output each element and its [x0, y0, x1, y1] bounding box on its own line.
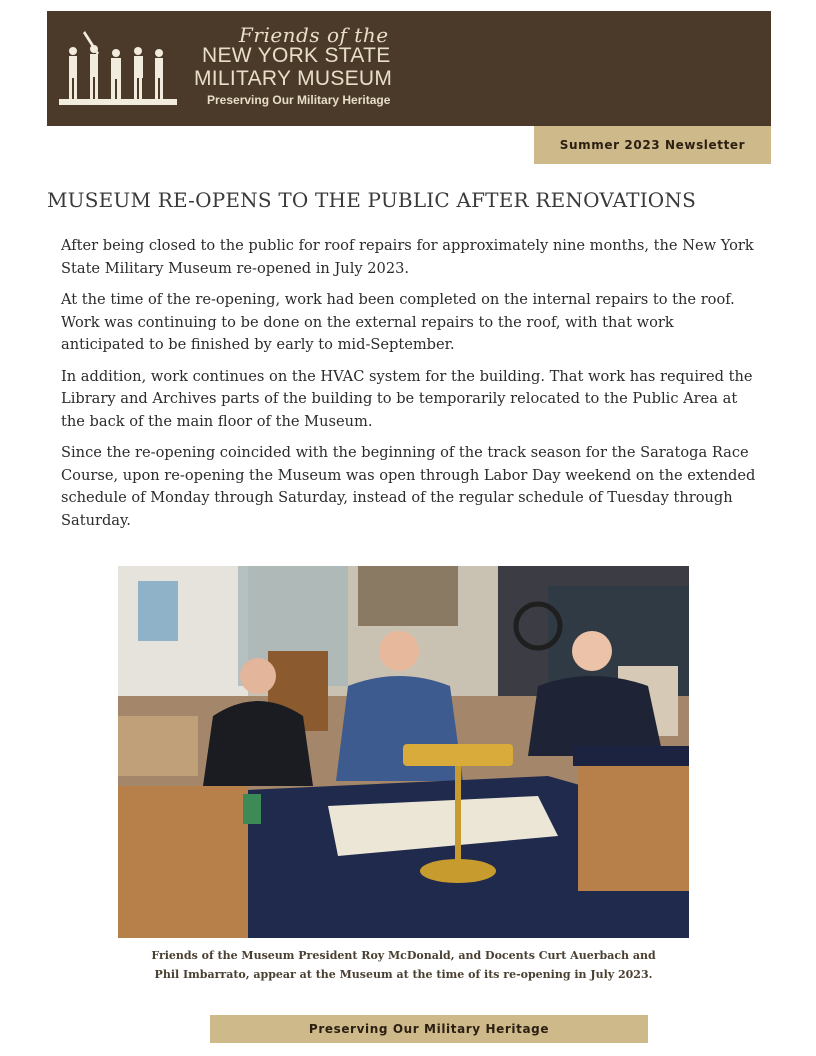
article-paragraph: At the time of the re-opening, work had been completed on the internal repairs to the roof. Work was continuing to be done on the external repairs to the roof, with that work anticipated to be finished by early to mid-September.	[61, 291, 735, 353]
photo-caption-line-2: Phil Imbarrato, appear at the Museum at the time of its re-opening in July 2023.	[154, 968, 653, 981]
article-headline: MUSEUM RE-OPENS TO THE PUBLIC AFTER RENOVATIONS	[47, 188, 697, 212]
museum-photo	[118, 566, 689, 938]
masthead-line-1: NEW YORK STATE	[202, 44, 391, 67]
masthead-script-line: Friends of the	[239, 23, 389, 47]
article-paragraph: Since the re-opening coincided with the beginning of the track season for the Saratoga Race Course, upon re-opening the Museum was open through Labor Day weekend on the extended schedule of Monday through Saturday, instead of the regular schedule of Tuesday through Saturday.	[61, 444, 756, 529]
masthead-line-2: MILITARY MUSEUM	[194, 67, 393, 90]
edition-label	[534, 126, 771, 164]
edition-label-text: Summer 2023 Newsletter	[559, 138, 746, 152]
article-paragraph: In addition, work continues on the HVAC system for the building. That work has required the Library and Archives parts of the building to be temporarily relocated to the Public Area at the back of the main floor of the Museum.	[61, 367, 753, 430]
soldiers-silhouette-logo	[59, 29, 179, 111]
masthead-tagline: Preserving Our Military Heritage	[207, 93, 391, 107]
article-body	[61, 235, 761, 541]
footer-tagline-band	[210, 1015, 648, 1043]
masthead-banner	[47, 11, 771, 126]
photo-caption-line-1: Friends of the Museum President Roy McDonald, and Docents Curt Auerbach and	[151, 949, 656, 962]
museum-photo-illustration	[118, 566, 689, 938]
article-paragraph: After being closed to the public for roof repairs for approximately nine months, the New York State Military Museum re-opened in July 2023.	[61, 237, 754, 277]
footer-tagline: Preserving Our Military Heritage	[308, 1022, 550, 1036]
photo-caption	[118, 946, 689, 984]
